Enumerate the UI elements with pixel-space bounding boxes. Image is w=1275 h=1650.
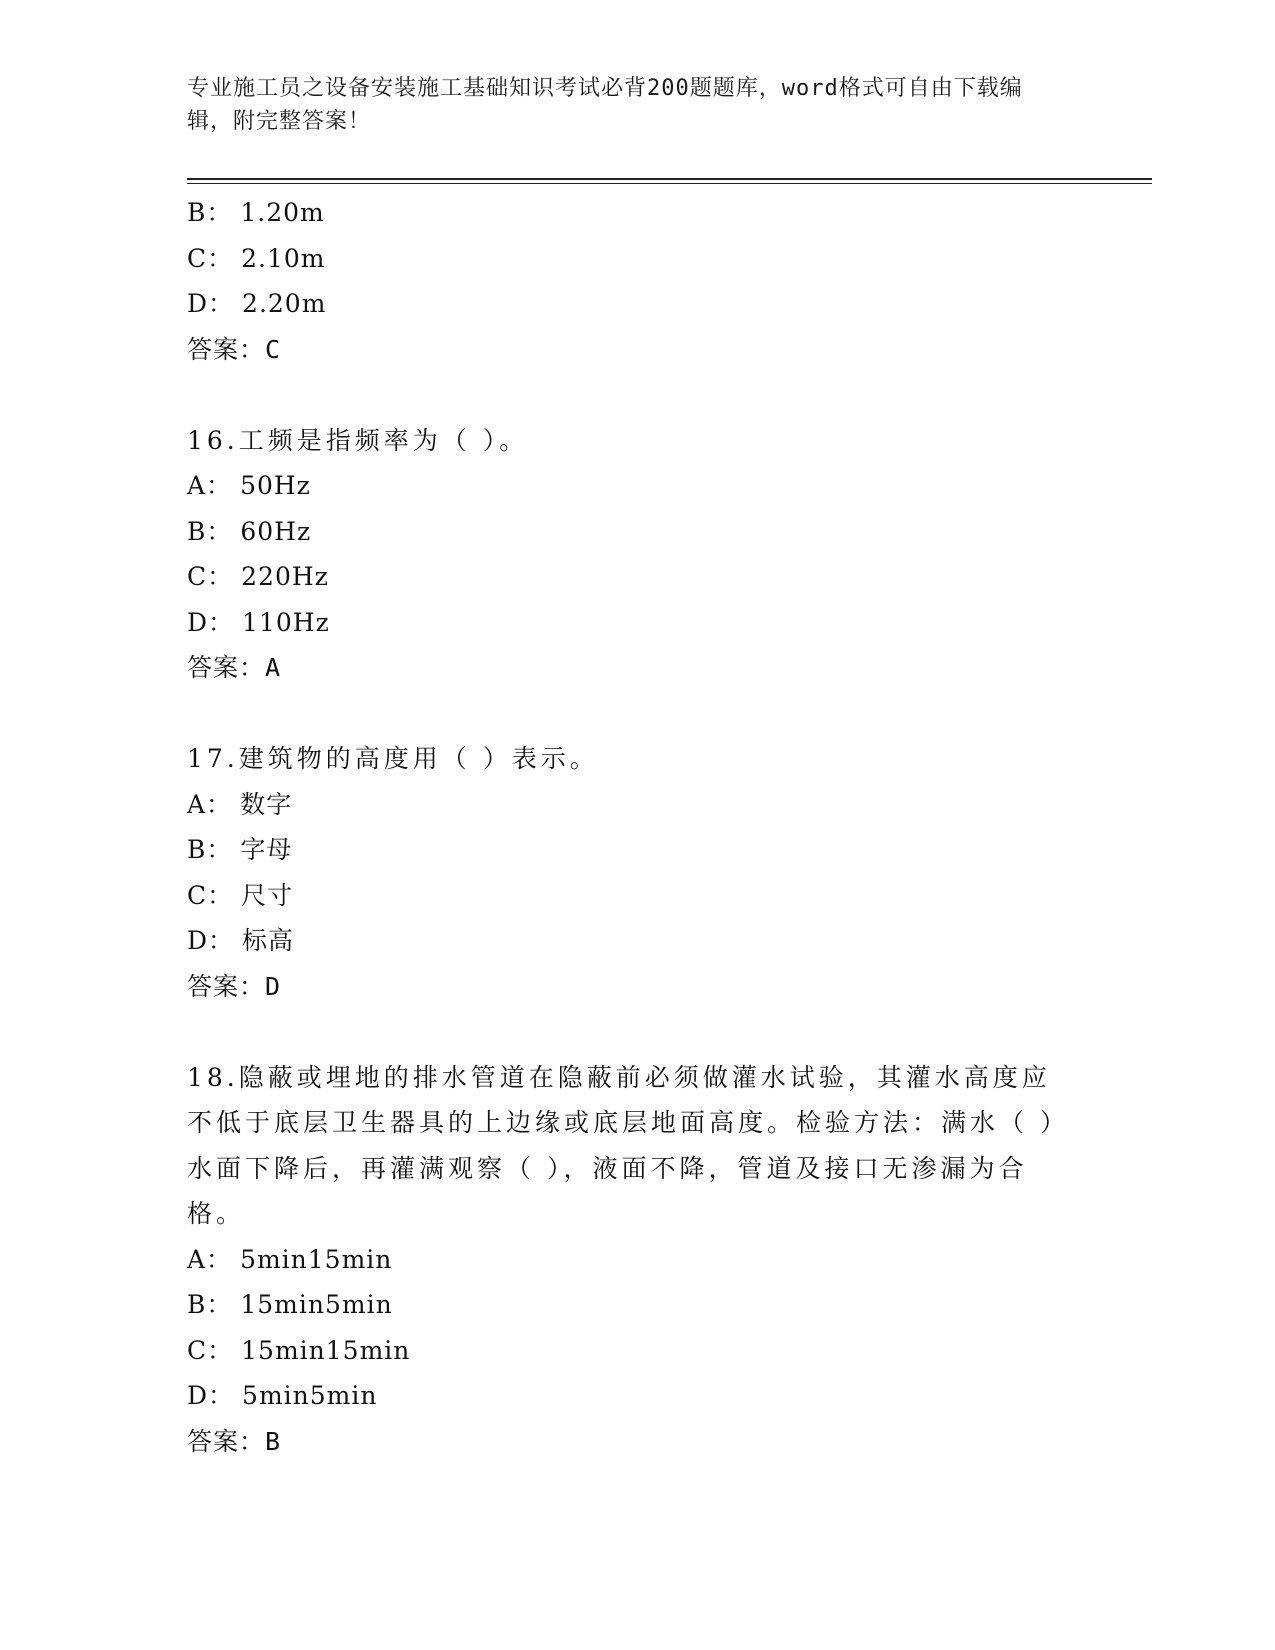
option-text: 2.20m (242, 289, 327, 318)
option-letter: C： (187, 562, 234, 591)
option-a (187, 463, 1087, 509)
option-text: 15min15min (241, 1335, 411, 1365)
option-letter: B： (187, 1290, 233, 1319)
question-stem: 18.隐蔽或埋地的排水管道在隐蔽前必须做灌水试验，其灌水高度应不低于底层卫生器具的上边缘或底层地面高度。检验方法：满水（ ）水面下降后，再灌满观察（ ），液面不降，管道及接口无渗漏为合格。 (187, 1062, 1069, 1228)
option-letter: A： (187, 1244, 233, 1274)
option-letter: D： (187, 926, 235, 955)
option-letter: B： (187, 198, 233, 227)
header-divider-thin (187, 183, 1152, 184)
option-letter: D： (187, 289, 235, 318)
option-c (187, 873, 1087, 919)
answer-line: 答案：A (187, 653, 282, 682)
spacer (187, 372, 1087, 418)
option-d (187, 281, 1087, 327)
option-letter: B： (187, 835, 233, 864)
option-letter: C： (187, 880, 234, 910)
option-letter: C： (187, 243, 234, 273)
spacer (187, 691, 1087, 737)
option-text: 字母 (240, 835, 293, 864)
option-text: 220Hz (241, 562, 329, 591)
option-letter: A： (187, 789, 233, 819)
option-letter: C： (187, 1335, 234, 1365)
option-text: 标高 (242, 926, 295, 955)
page-header: 专业施工员之设备安装施工基础知识考试必背200题题库，word格式可自由下载编辑，附完整答案！ (187, 76, 1023, 134)
question-list (187, 190, 1087, 1464)
option-text: 尺寸 (241, 880, 294, 910)
option-a (187, 782, 1087, 828)
answer-line: 答案：C (187, 334, 282, 364)
option-text: 2.10m (241, 243, 326, 273)
option-text: 15min5min (240, 1290, 393, 1319)
spacer (187, 1009, 1087, 1055)
option-text: 60Hz (240, 516, 312, 546)
question-15-partial (187, 190, 1087, 372)
header-divider-thick (187, 178, 1152, 180)
question-stem: 17.建筑物的高度用（ ）表示。 (187, 744, 599, 773)
option-d (187, 1373, 1087, 1419)
question-18 (187, 1055, 1087, 1465)
option-text: 50Hz (240, 471, 311, 500)
option-letter: D： (187, 1381, 235, 1410)
option-b (187, 827, 1087, 873)
answer-line: 答案：D (187, 971, 282, 1001)
option-text: 数字 (240, 789, 293, 819)
option-b (187, 190, 1087, 236)
option-text: 1.20m (240, 198, 325, 227)
option-letter: B： (187, 516, 233, 546)
option-letter: A： (187, 471, 233, 500)
option-b (187, 1282, 1087, 1328)
question-stem: 16.工频是指频率为（ ）。 (187, 425, 529, 455)
option-d (187, 600, 1087, 646)
option-letter: D： (187, 607, 235, 637)
question-16 (187, 418, 1087, 691)
option-c (187, 554, 1087, 600)
option-a (187, 1237, 1087, 1283)
option-c (187, 1328, 1087, 1374)
question-17 (187, 736, 1087, 1009)
option-c (187, 236, 1087, 282)
option-b (187, 509, 1087, 555)
option-text: 5min15min (240, 1244, 393, 1274)
option-text: 5min5min (242, 1381, 378, 1410)
option-text: 110Hz (242, 607, 330, 637)
answer-line: 答案：B (187, 1426, 282, 1456)
option-d (187, 918, 1087, 964)
